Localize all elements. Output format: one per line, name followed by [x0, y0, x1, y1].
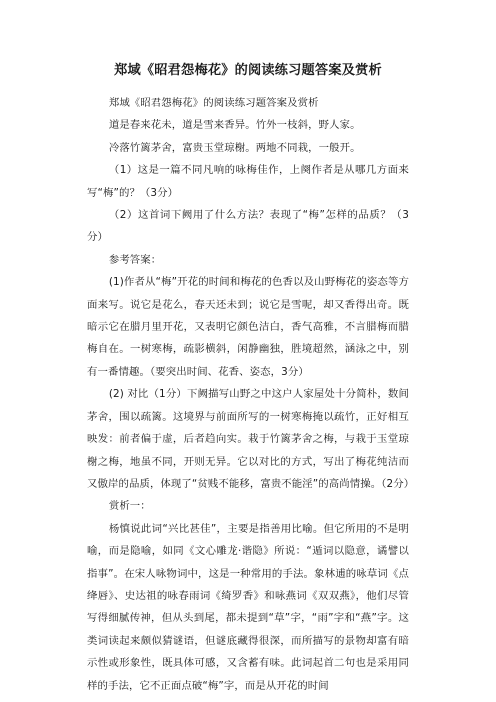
poem-line-2: 冷落竹篱茅舍，富贵玉堂琼榭。两地不同栽，一般开。	[108, 141, 361, 154]
appreciation-1: 杨慎说此词“兴比甚佳”，主要是指善用比喻。但它所用的不是明喻，而是隐喻，如同《文心雕龙·谐隐》所说：“遁词以隐意，谲譬以指事”。在宋人咏物词中，这是一种常用的手法。象林逋的咏草词《点绛唇》、史达祖的咏春雨词《绮罗香》和咏燕词《双双燕》，他们尽管写得细腻传神，但从头到尾，都未提到“草”字，“雨”字和“燕”字。这类词读起来颇似猜谜语，但谜底藏得很深，而所描写的景物却富有暗示性或形象性，既具体可感，又含蓄有味。此词起首二句也是采用同样的手法，它不正面点破“梅”字，而是从开花的时间	[87, 522, 409, 692]
question-2: （2）这首词下阙用了什么方法？表现了“梅”怎样的品质？（3分）	[87, 209, 409, 244]
paragraph-heading: 郑域《昭君怨梅花》的阅读练习题答案及赏析	[108, 97, 319, 109]
appreciation-label: 赏析一：	[108, 500, 151, 513]
document-title: 郑域《昭君怨梅花》的阅读练习题答案及赏析	[114, 63, 382, 78]
answer-label: 参考答案：	[108, 253, 162, 266]
document-body	[87, 92, 415, 697]
poem-line-1: 道是春来花未，道是雪来香异。竹外一枝斜，野人家。	[108, 119, 361, 132]
answer-1: (1)作者从“梅”开花的时间和梅花的色香以及山野梅花的姿态等方面来写。说它是花么，春天还未到；说它是雪呢，却又香得出奇。既暗示它在腊月里开花，又表明它颜色洁白，香气高雅，不言腊梅而腊梅自在。一树寒梅，疏影横斜，闲静幽独，胜境超然，涵泳之中，别有一番情趣。（要突出时间、花香、姿态，3分）	[87, 276, 409, 378]
question-1: （1）这是一篇不同凡响的咏梅佳作，上阕作者是从哪几方面来写“梅”的？（3分）	[87, 164, 409, 199]
answer-2: (2) 对比（1分）下阙描写山野之中这户人家屋处十分简朴，数间茅舍，围以疏篱。这境界与前面所写的一树寒梅掩以疏竹，正好相互映发：前者偏于虚，后者趋向实。栽于竹篱茅舍之梅，与栽于玉堂琼榭之梅，地虽不同，开则无异。它以对比的方式，写出了梅花纯洁而又傲岸的品质，体现了“贫贱不能移，富贵不能淫”的高尚情操。（2分）	[87, 388, 415, 490]
